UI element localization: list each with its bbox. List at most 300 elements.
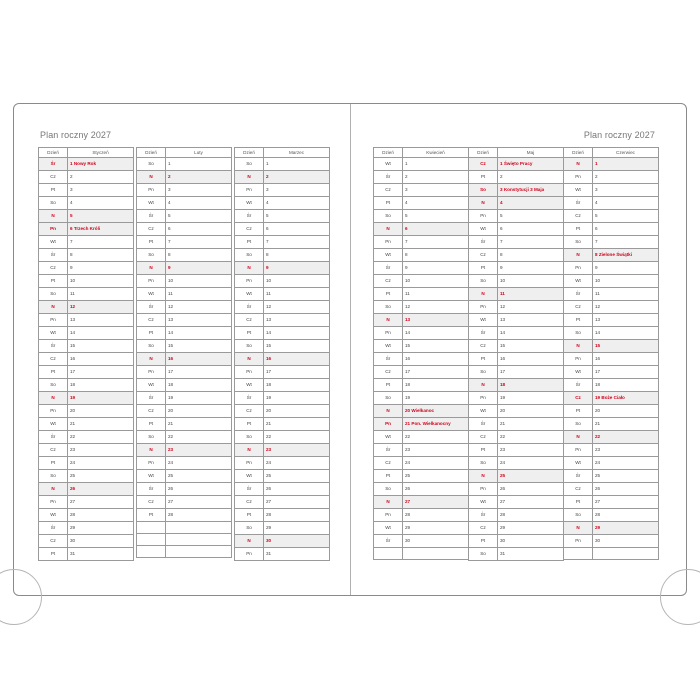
day-row [564,353,659,366]
weekday-cell: So [235,340,264,353]
date-cell: 9 [498,262,564,275]
date-cell: 28 [593,509,659,522]
day-row [235,327,330,340]
month-table [136,147,232,558]
date-cell: 17 [593,366,659,379]
day-row [374,301,469,314]
weekday-cell: Śr [564,470,593,483]
day-row [235,535,330,548]
weekday-cell: Pt [564,223,593,236]
day-row [137,275,232,288]
weekday-cell: N [137,262,166,275]
date-cell: 23 [593,444,659,457]
weekday-cell: So [374,301,403,314]
day-row [564,327,659,340]
date-cell: 25 [166,470,232,483]
day-row [564,522,659,535]
day-row [137,534,232,546]
day-row [137,483,232,496]
day-row [564,366,659,379]
date-cell: 2 [264,171,330,184]
date-cell: 7 [68,236,134,249]
day-row [137,288,232,301]
weekday-cell: Pt [235,418,264,431]
day-row [469,548,564,561]
weekday-cell: N [469,379,498,392]
day-row [137,418,232,431]
weekday-cell: Śr [39,522,68,535]
weekday-cell: Pt [39,366,68,379]
day-row [374,353,469,366]
date-cell: 20 [593,405,659,418]
day-row [235,379,330,392]
day-row [137,184,232,197]
weekday-cell: Cz [235,314,264,327]
weekday-cell: Pt [39,275,68,288]
weekday-cell: So [235,431,264,444]
weekday-cell: N [469,197,498,210]
date-cell: 29 [593,522,659,535]
page-title-right: Plan roczny 2027 [583,130,655,140]
weekday-cell: Śr [469,418,498,431]
date-cell: 23 [264,444,330,457]
month-name: Marzec [264,148,330,158]
date-cell: 5 [264,210,330,223]
day-row [235,340,330,353]
day-row [235,509,330,522]
date-cell [166,522,232,534]
day-row [137,314,232,327]
day-row [137,327,232,340]
date-cell: 23 [166,444,232,457]
date-cell: 18 [264,379,330,392]
day-row [39,457,134,470]
day-row [374,470,469,483]
date-cell: 5 [403,210,469,223]
weekday-cell: Pt [374,197,403,210]
weekday-cell: Wt [469,223,498,236]
day-row [374,496,469,509]
date-cell: 6 [498,223,564,236]
day-row [235,210,330,223]
date-cell: 18 [593,379,659,392]
date-cell: 22 [498,431,564,444]
weekday-cell: Pt [235,327,264,340]
day-row [235,353,330,366]
date-cell: 10 [593,275,659,288]
weekday-cell: Śr [235,392,264,405]
date-cell: 25 [403,470,469,483]
weekday-cell: Wt [39,509,68,522]
date-cell: 12 [166,301,232,314]
day-row [374,288,469,301]
date-cell: 21 [264,418,330,431]
month-table [234,147,330,561]
date-cell: 27 [403,496,469,509]
day-row [374,444,469,457]
day-row [39,158,134,171]
date-cell: 3 Konstytucji 3 Maja [498,184,564,197]
day-row [39,314,134,327]
date-cell: 15 [403,340,469,353]
date-cell: 22 [68,431,134,444]
day-column-header: Dzień [235,148,264,158]
date-cell: 13 [166,314,232,327]
weekday-cell: Pn [374,509,403,522]
date-cell: 13 [264,314,330,327]
weekday-cell: N [469,288,498,301]
day-row [374,548,469,560]
date-cell: 27 [264,496,330,509]
date-cell: 31 [68,548,134,561]
day-row [39,223,134,236]
weekday-cell: Śr [39,431,68,444]
date-cell: 21 [498,418,564,431]
weekday-cell: Pn [374,418,403,431]
day-row [469,236,564,249]
weekday-cell: N [39,483,68,496]
date-cell: 14 [403,327,469,340]
date-cell: 29 [403,522,469,535]
weekday-cell: N [235,262,264,275]
day-row [564,457,659,470]
day-row [564,184,659,197]
weekday-cell: Pn [564,535,593,548]
day-row [469,223,564,236]
date-cell: 14 [68,327,134,340]
date-cell: 10 [264,275,330,288]
day-row [374,171,469,184]
day-row [564,210,659,223]
date-cell: 15 [166,340,232,353]
day-row [564,262,659,275]
day-row [374,184,469,197]
day-row [564,275,659,288]
date-cell: 18 [403,379,469,392]
date-cell: 20 [166,405,232,418]
date-cell: 10 [498,275,564,288]
date-cell: 28 [403,509,469,522]
day-row [469,288,564,301]
weekday-cell: Śr [137,483,166,496]
weekday-cell: Pt [564,405,593,418]
month-table [468,147,564,561]
weekday-cell: Pt [469,444,498,457]
date-cell: 8 [498,249,564,262]
day-row [39,275,134,288]
date-cell: 1 Nowy Rok [68,158,134,171]
weekday-cell: Wt [374,431,403,444]
weekday-cell: N [39,301,68,314]
day-row [469,509,564,522]
date-cell: 6 [166,223,232,236]
day-row [374,275,469,288]
weekday-cell: Pt [235,236,264,249]
weekday-cell: N [469,470,498,483]
date-cell: 5 [498,210,564,223]
day-row [469,379,564,392]
day-row [564,418,659,431]
weekday-cell: Wt [564,457,593,470]
date-cell: 28 [498,509,564,522]
weekday-cell: Pt [374,288,403,301]
weekday-cell: Śr [235,210,264,223]
day-row [564,483,659,496]
day-row [137,509,232,522]
weekday-cell: Wt [137,379,166,392]
day-row [564,236,659,249]
day-row [39,405,134,418]
date-cell: 7 [403,236,469,249]
day-row [469,535,564,548]
weekday-cell: Wt [137,197,166,210]
date-cell: 25 [264,470,330,483]
weekday-cell: Pt [39,184,68,197]
weekday-cell: Pn [39,314,68,327]
month-name: Maj [498,148,564,158]
day-row [235,184,330,197]
weekday-cell: Wt [235,470,264,483]
weekday-cell: N [374,405,403,418]
month-header-row [374,148,469,158]
day-row [374,314,469,327]
date-cell: 2 [403,171,469,184]
weekday-cell: Wt [469,314,498,327]
weekday-cell: Pt [39,457,68,470]
day-row [564,158,659,171]
weekday-cell: Pn [564,262,593,275]
weekday-cell: Pn [235,457,264,470]
day-row [39,184,134,197]
day-row [564,223,659,236]
weekday-cell: Wt [235,197,264,210]
day-row [39,353,134,366]
date-cell: 5 [166,210,232,223]
date-cell: 8 [68,249,134,262]
weekday-cell: Śr [374,353,403,366]
day-row [469,171,564,184]
weekday-cell [374,548,403,560]
weekday-cell: N [564,340,593,353]
weekday-cell: Wt [235,288,264,301]
day-column-header: Dzień [39,148,68,158]
weekday-cell: Cz [137,405,166,418]
date-cell: 23 [68,444,134,457]
weekday-cell: So [39,379,68,392]
weekday-cell: Cz [469,340,498,353]
day-row [374,535,469,548]
date-cell: 24 [498,457,564,470]
weekday-cell [564,548,593,560]
day-row [235,223,330,236]
day-row [469,327,564,340]
weekday-cell: Pt [469,353,498,366]
weekday-cell: Pn [469,210,498,223]
day-row [564,314,659,327]
weekday-cell: So [564,327,593,340]
date-cell: 8 [166,249,232,262]
weekday-cell: N [235,444,264,457]
date-cell: 24 [166,457,232,470]
day-row [564,444,659,457]
weekday-cell: N [39,392,68,405]
weekday-cell: So [39,470,68,483]
date-cell: 1 [166,158,232,171]
weekday-cell: Śr [374,262,403,275]
weekday-cell: So [469,457,498,470]
day-row [137,171,232,184]
weekday-cell: Cz [137,223,166,236]
date-cell: 21 [593,418,659,431]
date-cell: 17 [68,366,134,379]
weekday-cell: Pn [137,275,166,288]
day-row [469,483,564,496]
weekday-cell: So [137,340,166,353]
weekday-cell: Cz [39,262,68,275]
weekday-cell: So [469,548,498,561]
date-cell [166,534,232,546]
weekday-cell: N [374,223,403,236]
weekday-cell: Cz [469,431,498,444]
day-row [235,158,330,171]
day-row [235,249,330,262]
day-row [235,444,330,457]
date-cell: 8 [264,249,330,262]
weekday-cell: Pt [469,262,498,275]
day-row [137,340,232,353]
weekday-cell: Śr [235,301,264,314]
weekday-cell: Wt [564,184,593,197]
day-row [235,496,330,509]
date-cell: 4 [264,197,330,210]
month-header-row [39,148,134,158]
day-row [39,483,134,496]
weekday-cell: Cz [374,366,403,379]
day-row [235,262,330,275]
day-row [39,431,134,444]
day-row [469,470,564,483]
day-row [469,392,564,405]
date-cell: 21 [68,418,134,431]
date-cell: 13 [403,314,469,327]
date-cell: 29 [498,522,564,535]
weekday-cell: Śr [39,158,68,171]
date-cell: 5 [593,210,659,223]
weekday-cell: So [137,158,166,171]
day-row [137,431,232,444]
date-cell: 1 [264,158,330,171]
weekday-cell: Pt [469,535,498,548]
date-cell: 14 [593,327,659,340]
page-corner-bottom-right [660,569,700,625]
weekday-cell [137,522,166,534]
weekday-cell: Pt [137,236,166,249]
day-row [137,262,232,275]
date-cell: 6 Trzech Króli [68,223,134,236]
day-row [564,509,659,522]
day-row [235,405,330,418]
weekday-cell: N [235,171,264,184]
weekday-cell: Cz [564,392,593,405]
date-cell: 9 [166,262,232,275]
date-cell: 26 [403,483,469,496]
date-cell: 11 [166,288,232,301]
date-cell: 18 [498,379,564,392]
weekday-cell: So [469,366,498,379]
weekday-cell: Pn [469,301,498,314]
day-row [235,314,330,327]
weekday-cell: Cz [374,184,403,197]
date-cell: 11 [593,288,659,301]
date-cell: 28 [68,509,134,522]
date-cell: 10 [403,275,469,288]
date-cell: 15 [68,340,134,353]
date-cell: 7 [593,236,659,249]
day-row [564,548,659,560]
date-cell: 13 [68,314,134,327]
date-cell: 15 [264,340,330,353]
date-cell: 19 [498,392,564,405]
date-cell: 28 [166,509,232,522]
weekday-cell: So [374,483,403,496]
date-cell: 6 [264,223,330,236]
weekday-cell: N [137,444,166,457]
weekday-cell: Wt [469,405,498,418]
day-row [137,223,232,236]
day-row [137,392,232,405]
weekday-cell: Cz [374,275,403,288]
weekday-cell: Pn [564,444,593,457]
date-cell: 19 Boże Ciało [593,392,659,405]
date-cell: 22 [593,431,659,444]
date-cell: 5 [68,210,134,223]
day-row [39,470,134,483]
day-row [39,535,134,548]
weekday-cell: Pt [137,509,166,522]
date-cell: 31 [264,548,330,561]
date-cell: 17 [166,366,232,379]
day-row [469,197,564,210]
day-row [564,301,659,314]
day-row [564,496,659,509]
weekday-cell: Śr [39,249,68,262]
day-row [564,249,659,262]
date-cell: 21 [166,418,232,431]
weekday-cell: Pn [39,405,68,418]
weekday-cell: Pn [235,184,264,197]
date-cell: 28 [264,509,330,522]
weekday-cell: N [39,210,68,223]
day-row [39,522,134,535]
day-row [374,431,469,444]
date-cell: 4 [593,197,659,210]
weekday-cell: Cz [374,457,403,470]
weekday-cell: Cz [39,535,68,548]
planner-spread [13,103,687,596]
day-row [374,223,469,236]
weekday-cell: N [235,353,264,366]
weekday-cell: Pt [374,379,403,392]
date-cell: 15 [593,340,659,353]
date-cell: 22 [264,431,330,444]
weekday-cell: Pt [374,470,403,483]
weekday-cell: N [374,496,403,509]
date-cell: 8 Zielone Świątki [593,249,659,262]
weekday-cell: So [137,249,166,262]
date-cell: 2 [498,171,564,184]
date-cell: 15 [498,340,564,353]
day-row [469,275,564,288]
